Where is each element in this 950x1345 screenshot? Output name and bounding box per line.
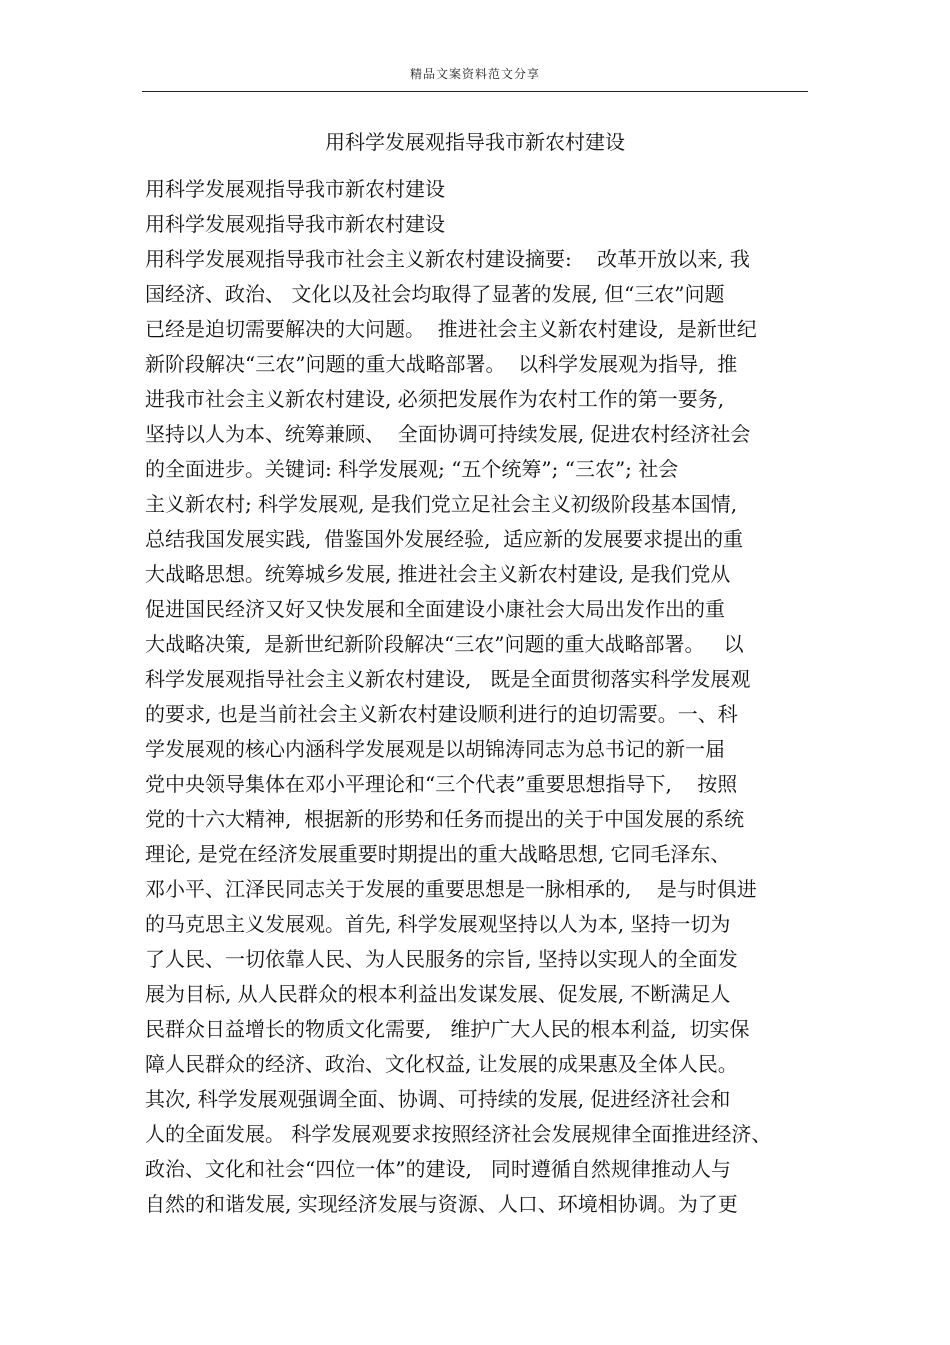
body-line: 展为目标, 从人民群众的根本利益出发谋发展、促发展, 不断满足人 (145, 982, 731, 1006)
body-line: 政治、文化和社会“四位一体”的建设, 同时遵循自然规律推动人与 (145, 1157, 731, 1181)
body-line: 的要求, 也是当前社会主义新农村建设顺利进行的迫切需要。一、科 (145, 702, 738, 726)
body-line: 的马克思主义发展观。首先, 科学发展观坚持以人为本, 坚持一切为 (145, 912, 731, 936)
body-line: 其次, 科学发展观强调全面、协调、可持续的发展, 促进经济社会和 (145, 1087, 731, 1111)
body-line: 人的全面发展。 科学发展观要求按照经济社会发展规律全面推进经济、 (145, 1122, 772, 1146)
body-line: 新阶段解决“三农”问题的重大战略部署。 以科学发展观为指导, 推 (145, 352, 738, 376)
body-line: 用科学发展观指导我市新农村建设 (145, 177, 445, 201)
body-line: 自然的和谐发展, 实现经济发展与资源、人口、环境相协调。为了更 (145, 1192, 738, 1216)
body-line: 科学发展观指导社会主义新农村建设, 既是全面贯彻落实科学发展观 (145, 667, 751, 691)
body-line: 了人民、一切依靠人民、为人民服务的宗旨, 坚持以实现人的全面发 (145, 947, 738, 971)
body-line: 用科学发展观指导我市社会主义新农村建设摘要: 改革开放以来, 我 (145, 247, 750, 271)
body-line: 大战略思想。统筹城乡发展, 推进社会主义新农村建设, 是我们党从 (145, 562, 731, 586)
body-line: 总结我国发展实践, 借鉴国外发展经验, 适应新的发展要求提出的重 (145, 527, 744, 551)
body-line: 用科学发展观指导我市新农村建设 (145, 212, 445, 236)
body-line: 党中央领导集体在邓小平理论和“三个代表”重要思想指导下, 按照 (145, 772, 738, 796)
body-line: 国经济、政治、 文化以及社会均取得了显著的发展, 但“三农”问题 (145, 282, 725, 306)
body-line: 民群众日益增长的物质文化需要, 维护广大人民的根本利益, 切实保 (145, 1017, 750, 1041)
body-line: 已经是迫切需要解决的大问题。 推进社会主义新农村建设, 是新世纪 (145, 317, 757, 341)
body-line: 进我市社会主义新农村建设, 必须把发展作为农村工作的第一要务, (145, 387, 725, 411)
body-line: 大战略决策, 是新世纪新阶段解决“三农”问题的重大战略部署。 以 (145, 632, 744, 656)
body-line: 坚持以人为本、统筹兼顾、 全面协调可持续发展, 促进农村经济社会 (145, 422, 751, 446)
body-line: 邓小平、江泽民同志关于发展的重要思想是一脉相承的, 是与时俱进 (145, 877, 757, 901)
body-line: 障人民群众的经济、政治、文化权益, 让发展的成果惠及全体人民。 (145, 1052, 738, 1076)
body-line: 学发展观的核心内涵科学发展观是以胡锦涛同志为总书记的新一届 (145, 737, 725, 761)
header-divider (142, 91, 808, 92)
page-header: 精品文案资料范文分享 (409, 67, 540, 81)
body-line: 促进国民经济又好又快发展和全面建设小康社会大局出发作出的重 (145, 597, 725, 621)
body-line: 理论, 是党在经济发展重要时期提出的重大战略思想, 它同毛泽东、 (145, 842, 731, 866)
body-line: 主义新农村; 科学发展观, 是我们党立足社会主义初级阶段基本国情, (145, 492, 738, 516)
document-body (145, 172, 810, 1222)
document-title: 用科学发展观指导我市新农村建设 (325, 130, 625, 154)
body-line: 党的十六大精神, 根据新的形势和任务而提出的关于中国发展的系统 (145, 807, 745, 831)
body-line: 的全面进步。关键词: 科学发展观; “五个统筹”; “三农”; 社会 (145, 457, 679, 481)
